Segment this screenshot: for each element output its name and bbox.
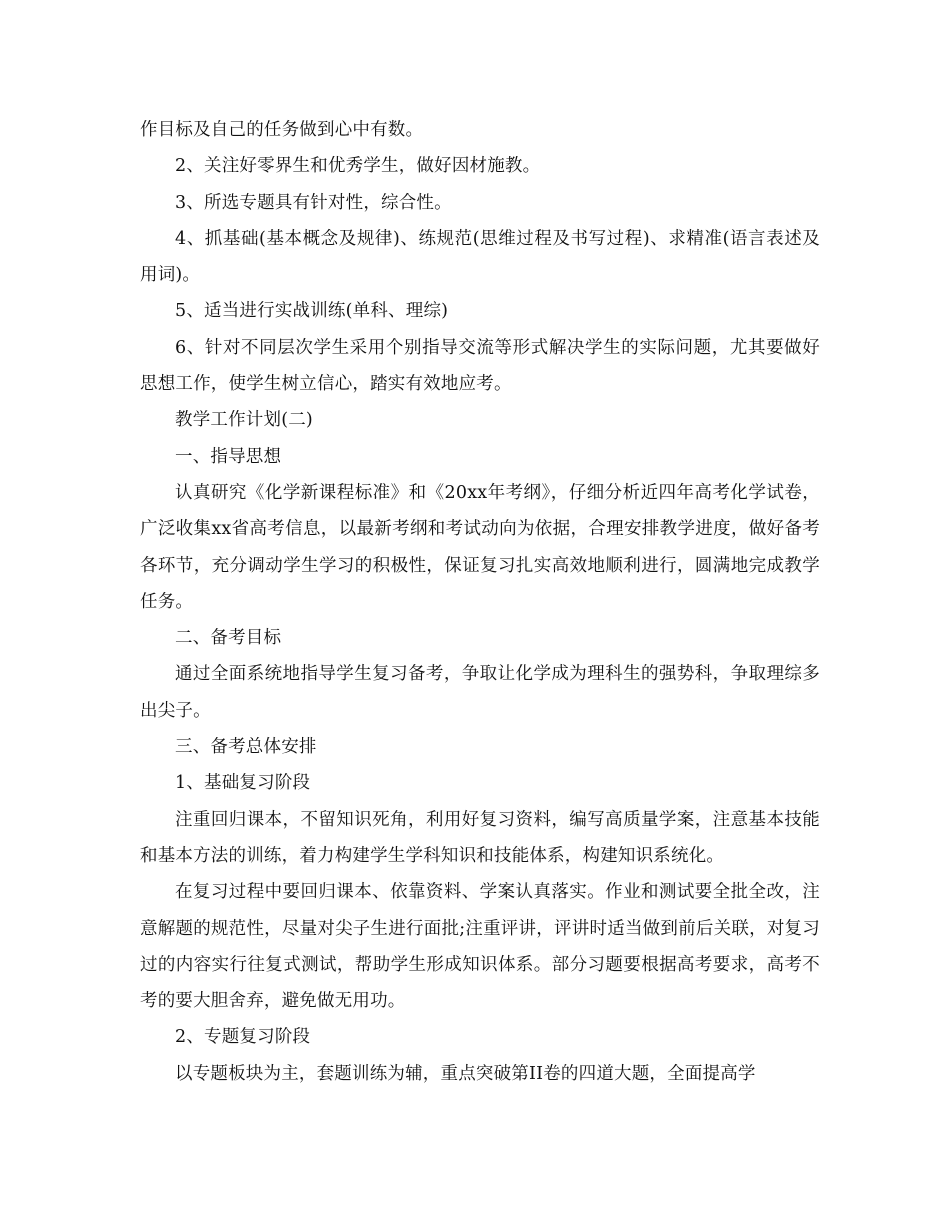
- list-item: 4、抓基础(基本概念及规律)、练规范(思维过程及书写过程)、求精准(语言表述及用词)。: [140, 228, 820, 286]
- paragraph: 以专题板块为主，套题训练为辅，重点突破第II卷的四道大题，全面提高学: [175, 1063, 756, 1084]
- paragraph: 认真研究《化学新课程标准》和《20xx年考纲》，仔细分析近四年高考化学试卷，广泛收集xx省高考信息，以最新考纲和考试动向为依据，合理安排教学进度，做好备考各环节，充分调动学生学习的积极性，保证复习扎实高效地顺利进行，圆满地完成教学任务。: [140, 482, 820, 612]
- list-item: 6、针对不同层次学生采用个别指导交流等形式解决学生的实际问题，尤其要做好思想工作，使学生树立信心，踏实有效地应考。: [140, 337, 820, 395]
- section-heading: 二、备考目标: [175, 628, 282, 649]
- list-item: 3、所选专题具有针对性，综合性。: [175, 192, 452, 213]
- list-item: 2、关注好零界生和优秀学生，做好因材施教。: [175, 156, 541, 177]
- paragraph: 通过全面系统地指导学生复习备考，争取让化学成为理科生的强势科，争取理综多出尖子。: [140, 664, 820, 721]
- document-body: [140, 112, 820, 1092]
- subsection-heading: 2、专题复习阶段: [175, 1027, 311, 1048]
- paragraph: 在复习过程中要回归课本、依靠资料、学案认真落实。作业和测试要全批全改，注意解题的规范性，尽量对尖子生进行面批;注重评讲，评讲时适当做到前后关联，对复习过的内容实行往复式测试，帮助学生形成知识体系。部分习题要根据高考要求，高考不考的要大胆舍弃，避免做无用功。: [140, 882, 820, 1012]
- paragraph: 作目标及自己的任务做到心中有数。: [140, 120, 424, 140]
- list-item: 5、适当进行实战训练(单科、理综): [175, 301, 449, 322]
- section-heading: 一、指导思想: [175, 446, 282, 467]
- paragraph: 注重回归课本，不留知识死角，利用好复习资料，编写高质量学案，注意基本技能和基本方法的训练，着力构建学生学科知识和技能体系，构建知识系统化。: [140, 809, 820, 866]
- section-title: 教学工作计划(二): [175, 410, 313, 431]
- section-heading: 三、备考总体安排: [175, 737, 317, 758]
- subsection-heading: 1、基础复习阶段: [175, 773, 311, 794]
